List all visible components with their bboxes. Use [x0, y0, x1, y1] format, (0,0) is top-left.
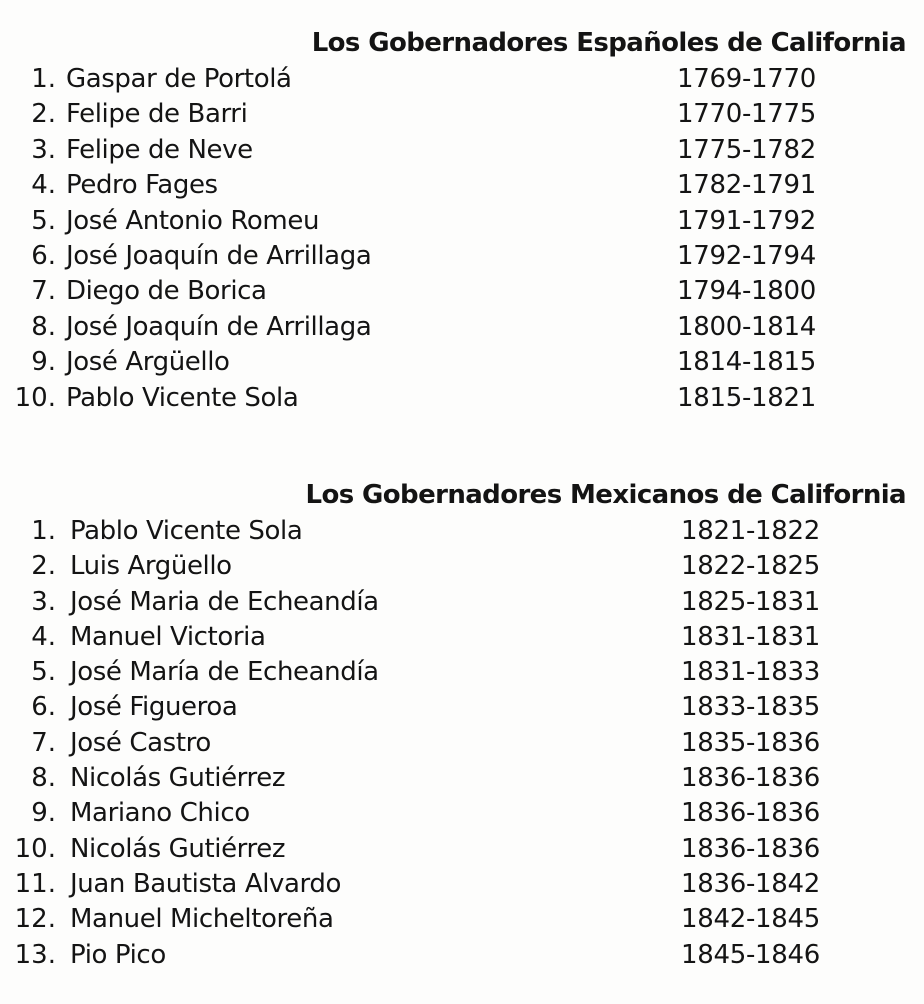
governor-term-years: 1836-1842 [681, 868, 821, 899]
governor-row [0, 761, 924, 796]
governor-number: 1. [31, 64, 56, 94]
governor-term-years: 1775-1782 [677, 134, 817, 165]
governor-number: 8. [31, 763, 56, 794]
governor-term-years: 1842-1845 [681, 904, 821, 935]
governor-term-years: 1782-1791 [677, 170, 817, 201]
governor-number: 7. [31, 276, 56, 307]
governor-row [0, 204, 924, 239]
governor-row [0, 381, 924, 416]
governor-number: 6. [31, 692, 56, 723]
governor-row [0, 168, 924, 203]
governor-number: 2. [31, 551, 56, 582]
governor-number: 7. [31, 727, 56, 758]
governor-row [0, 310, 924, 345]
governor-number: 5. [31, 657, 56, 688]
governor-number: 9. [31, 347, 56, 378]
governor-term-years: 1821-1822 [681, 516, 821, 546]
governor-number: 10. [14, 382, 56, 413]
governor-term-years: 1835-1836 [681, 727, 821, 758]
governor-row [0, 274, 924, 309]
governor-row [0, 726, 924, 761]
governor-row [0, 62, 924, 97]
governor-term-years: 1836-1836 [681, 833, 821, 864]
governor-term-years: 1836-1836 [681, 763, 821, 794]
governor-row [0, 867, 924, 902]
governor-name: Diego de Borica [66, 276, 267, 307]
governor-name: José Joaquín de Arrillaga [66, 240, 372, 271]
governor-row [0, 133, 924, 168]
governor-row [0, 239, 924, 274]
governor-row [0, 620, 924, 655]
governor-row [0, 902, 924, 937]
governor-term-years: 1769-1770 [677, 64, 817, 94]
governor-name: Gaspar de Portolá [66, 64, 292, 94]
mexican-governors-list [0, 514, 924, 973]
governor-row [0, 585, 924, 620]
governor-name: Felipe de Neve [66, 134, 253, 165]
governor-row [0, 690, 924, 725]
governor-number: 10. [14, 833, 56, 864]
governor-number: 9. [31, 798, 56, 829]
governor-number: 2. [31, 99, 56, 130]
governor-name: José María de Echeandía [70, 657, 379, 688]
governor-term-years: 1845-1846 [681, 939, 821, 970]
governor-name: Mariano Chico [70, 798, 250, 829]
governor-name: José Maria de Echeandía [70, 586, 379, 617]
governor-number: 6. [31, 240, 56, 271]
governor-name: José Castro [70, 727, 211, 758]
governor-name: José Joaquín de Arrillaga [66, 311, 372, 342]
governor-term-years: 1814-1815 [677, 347, 817, 378]
governor-name: Pablo Vicente Sola [70, 516, 303, 546]
governor-row [0, 549, 924, 584]
governor-term-years: 1831-1831 [681, 621, 821, 652]
governor-name: José Figueroa [70, 692, 238, 723]
governor-term-years: 1800-1814 [677, 311, 817, 342]
governor-number: 13. [14, 939, 56, 970]
governor-name: José Argüello [66, 347, 230, 378]
spanish-governors-heading: Los Gobernadores Españoles de California [311, 28, 906, 59]
governor-name: José Antonio Romeu [66, 205, 320, 236]
governor-name: Nicolás Gutiérrez [70, 763, 286, 794]
spanish-governors-list [0, 62, 924, 416]
governor-number: 11. [14, 868, 56, 899]
governor-term-years: 1836-1836 [681, 798, 821, 829]
governor-term-years: 1831-1833 [681, 657, 821, 688]
governor-row [0, 832, 924, 867]
governor-name: Felipe de Barri [66, 99, 248, 130]
governor-term-years: 1794-1800 [677, 276, 817, 307]
governor-number: 3. [31, 586, 56, 617]
governor-term-years: 1791-1792 [677, 205, 817, 236]
governor-term-years: 1792-1794 [677, 240, 817, 271]
governor-term-years: 1825-1831 [681, 586, 821, 617]
governor-name: Manuel Micheltoreña [70, 904, 334, 935]
governor-row [0, 514, 924, 549]
governor-name: Nicolás Gutiérrez [70, 833, 286, 864]
governor-name: Luis Argüello [70, 551, 232, 582]
governor-name: Pedro Fages [66, 170, 218, 201]
governor-term-years: 1815-1821 [677, 382, 817, 413]
governor-row [0, 938, 924, 973]
mexican-governors-heading: Los Gobernadores Mexicanos de California [305, 480, 906, 511]
governor-number: 3. [31, 134, 56, 165]
governor-row [0, 655, 924, 690]
governor-term-years: 1833-1835 [681, 692, 821, 723]
governor-row [0, 97, 924, 132]
governor-number: 1. [31, 516, 56, 546]
governor-number: 4. [31, 170, 56, 201]
governor-term-years: 1822-1825 [681, 551, 821, 582]
governor-number: 12. [14, 904, 56, 935]
governor-name: Juan Bautista Alvardo [70, 868, 341, 899]
governor-name: Manuel Victoria [70, 621, 266, 652]
governor-row [0, 796, 924, 831]
governor-name: Pio Pico [70, 939, 166, 970]
governor-number: 4. [31, 621, 56, 652]
governor-number: 8. [31, 311, 56, 342]
governor-term-years: 1770-1775 [677, 99, 817, 130]
governor-name: Pablo Vicente Sola [66, 382, 299, 413]
governor-number: 5. [31, 205, 56, 236]
governor-row [0, 345, 924, 380]
